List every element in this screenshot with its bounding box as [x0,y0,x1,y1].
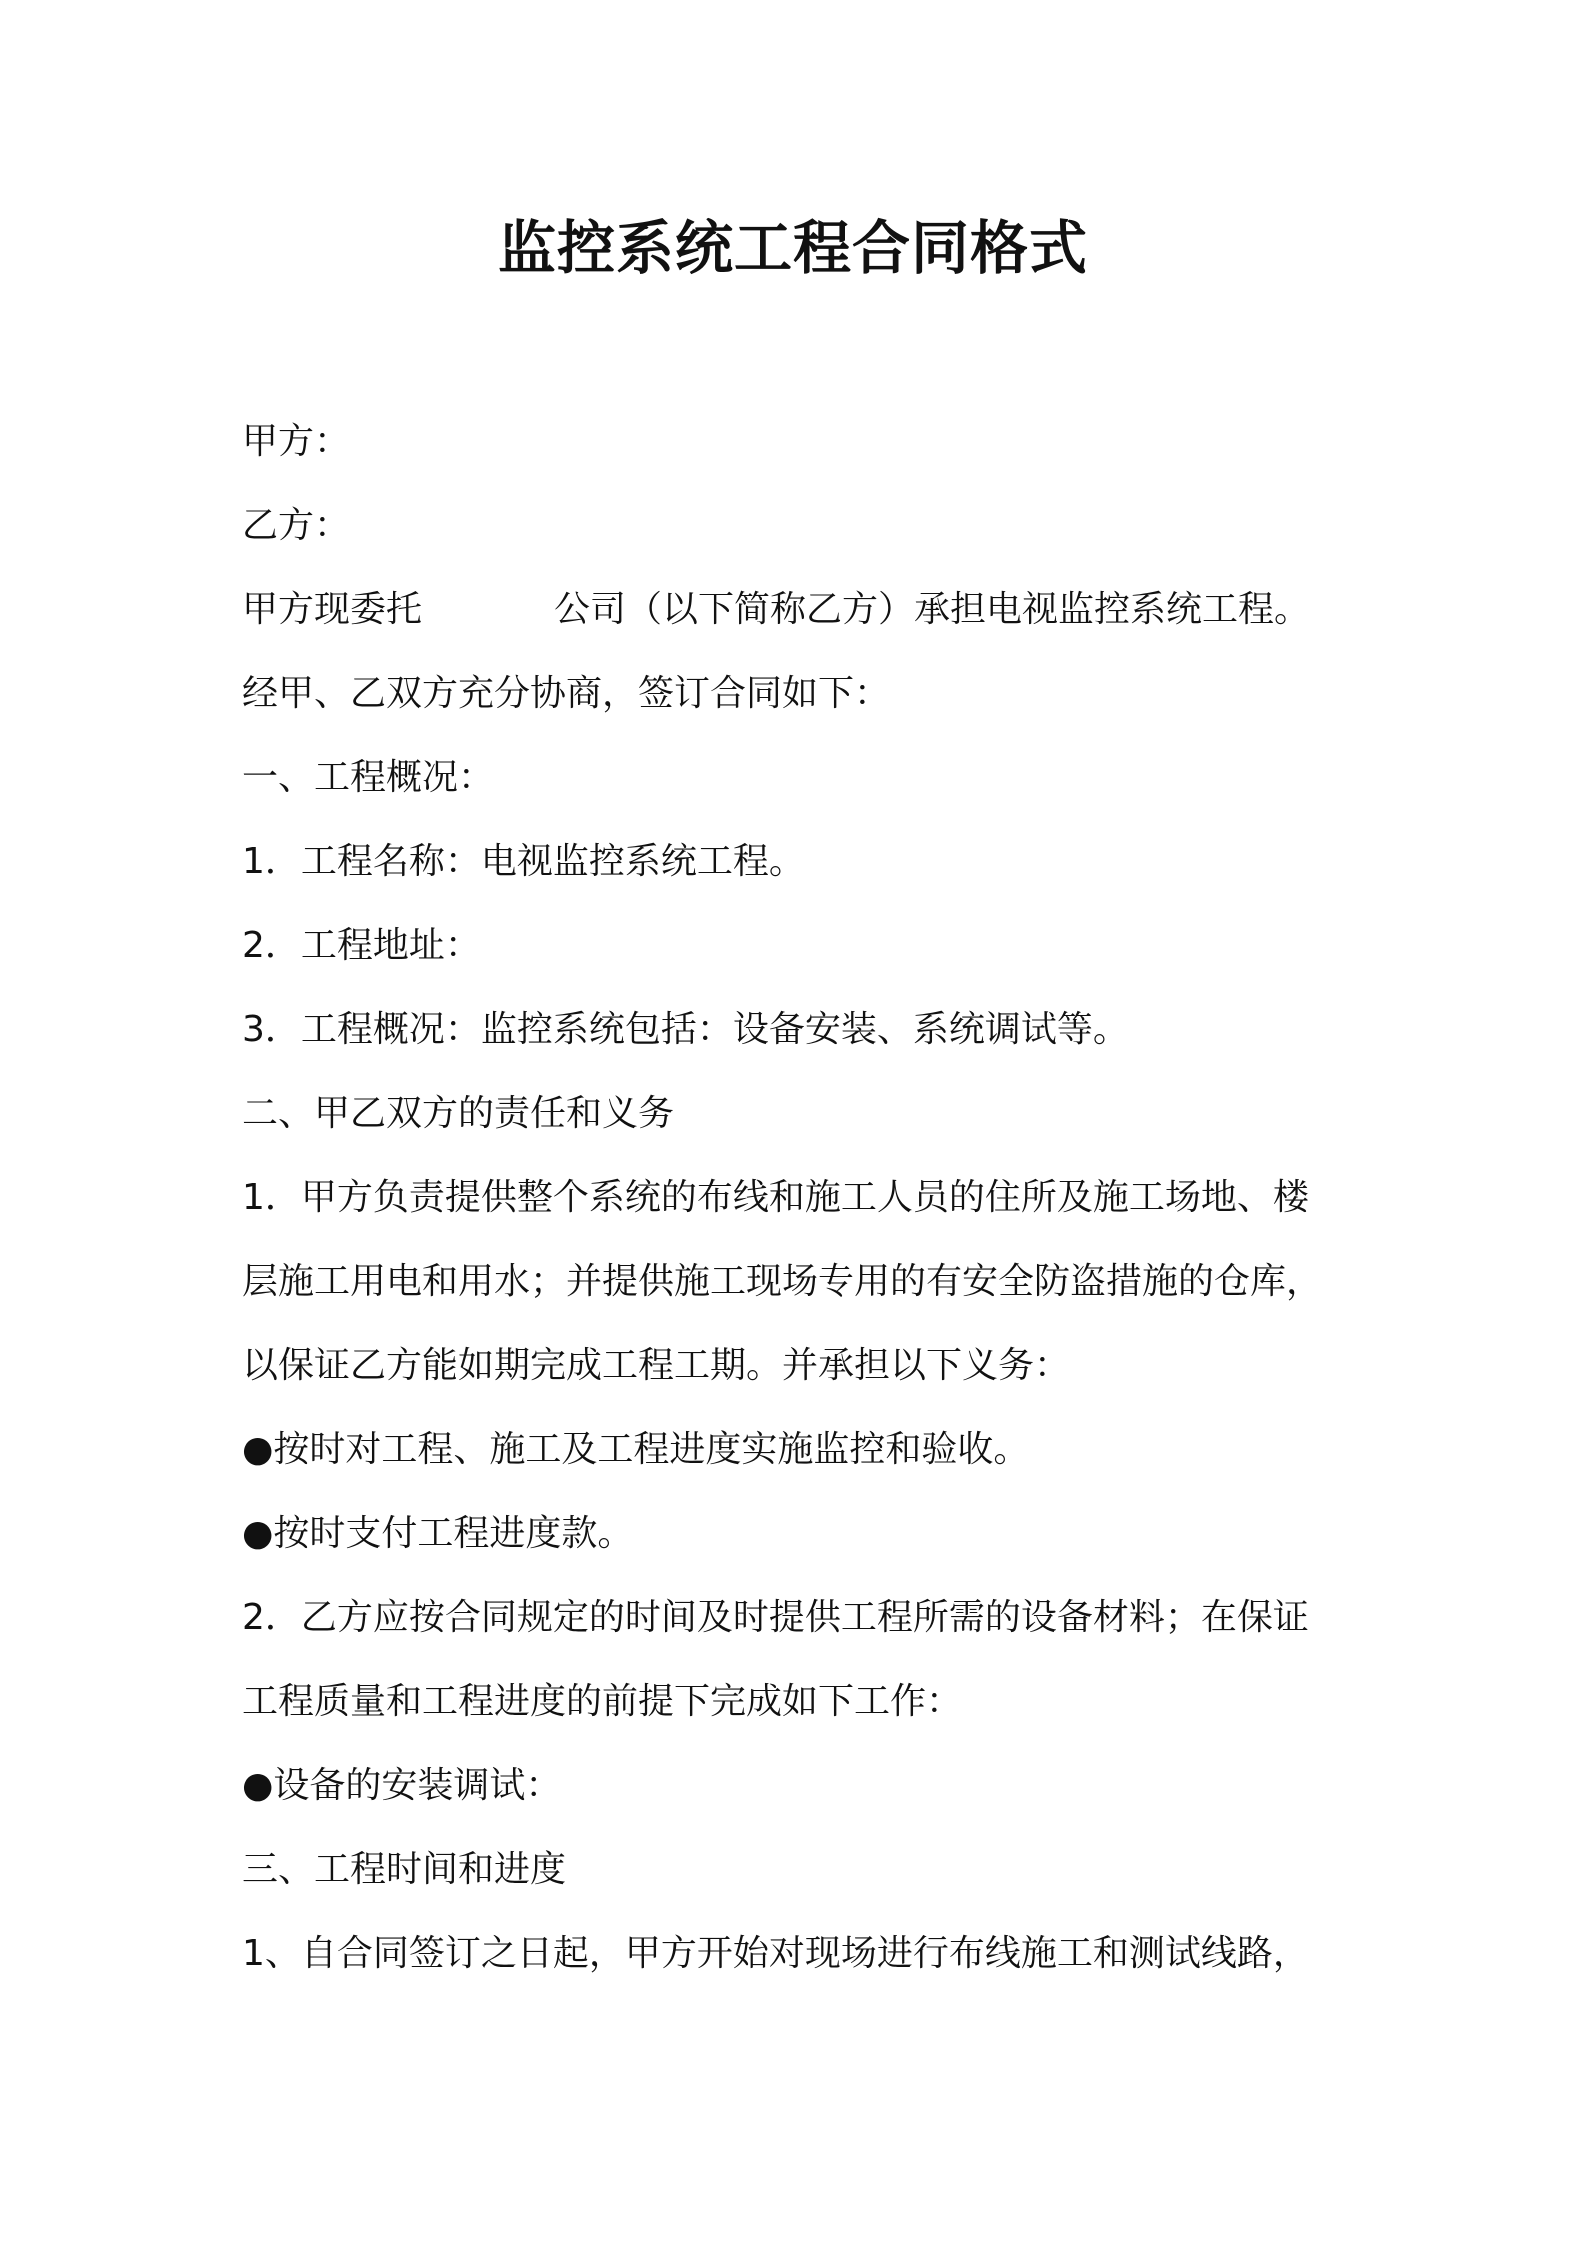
party-a-duty-line: 以保证乙方能如期完成工程工期。并承担以下义务： [242,1345,1071,1386]
document-body [242,400,1362,1996]
party-b-duty-bullet: ●设备的安装调试： [242,1765,562,1806]
party-b-label: 乙方： [242,505,351,546]
party-b-duty-line: 工程质量和工程进度的前提下完成如下工作： [242,1681,963,1722]
party-a-duty-line: 层施工用电和用水；并提供施工现场专用的有安全防盗措施的仓库， [242,1261,1323,1302]
overview-item-scope: 3．工程概况：监控系统包括：设备安装、系统调试等。 [242,1009,1129,1050]
section-heading-schedule: 三、工程时间和进度 [242,1849,567,1890]
party-a-duty-bullet: ●按时支付工程进度款。 [242,1513,634,1554]
schedule-item-line: 1、自合同签订之日起，甲方开始对现场进行布线施工和测试线路， [242,1933,1309,1974]
entrust-start: 甲方现委托 [242,589,423,630]
overview-item-address: 2．工程地址： [242,925,481,966]
party-b-duty-line: 2．乙方应按合同规定的时间及时提供工程所需的设备材料；在保证 [242,1597,1309,1638]
entrust-end: 公司（以下简称乙方）承担电视监控系统工程。 [554,589,1311,630]
section-heading-responsibilities: 二、甲乙双方的责任和义务 [242,1093,675,1134]
document-title: 监控系统工程合同格式 [497,214,1088,282]
party-a-duty-line: 1．甲方负责提供整个系统的布线和施工人员的住所及施工场地、楼 [242,1177,1309,1218]
party-a-label: 甲方： [242,421,351,462]
agreement-intro: 经甲、乙双方充分协商，签订合同如下： [242,673,891,714]
section-heading-overview: 一、工程概况： [242,757,495,798]
entrust-line [242,568,1362,652]
overview-item-name: 1．工程名称：电视监控系统工程。 [242,841,805,882]
party-a-duty-bullet: ●按时对工程、施工及工程进度实施监控和验收。 [242,1429,1030,1470]
